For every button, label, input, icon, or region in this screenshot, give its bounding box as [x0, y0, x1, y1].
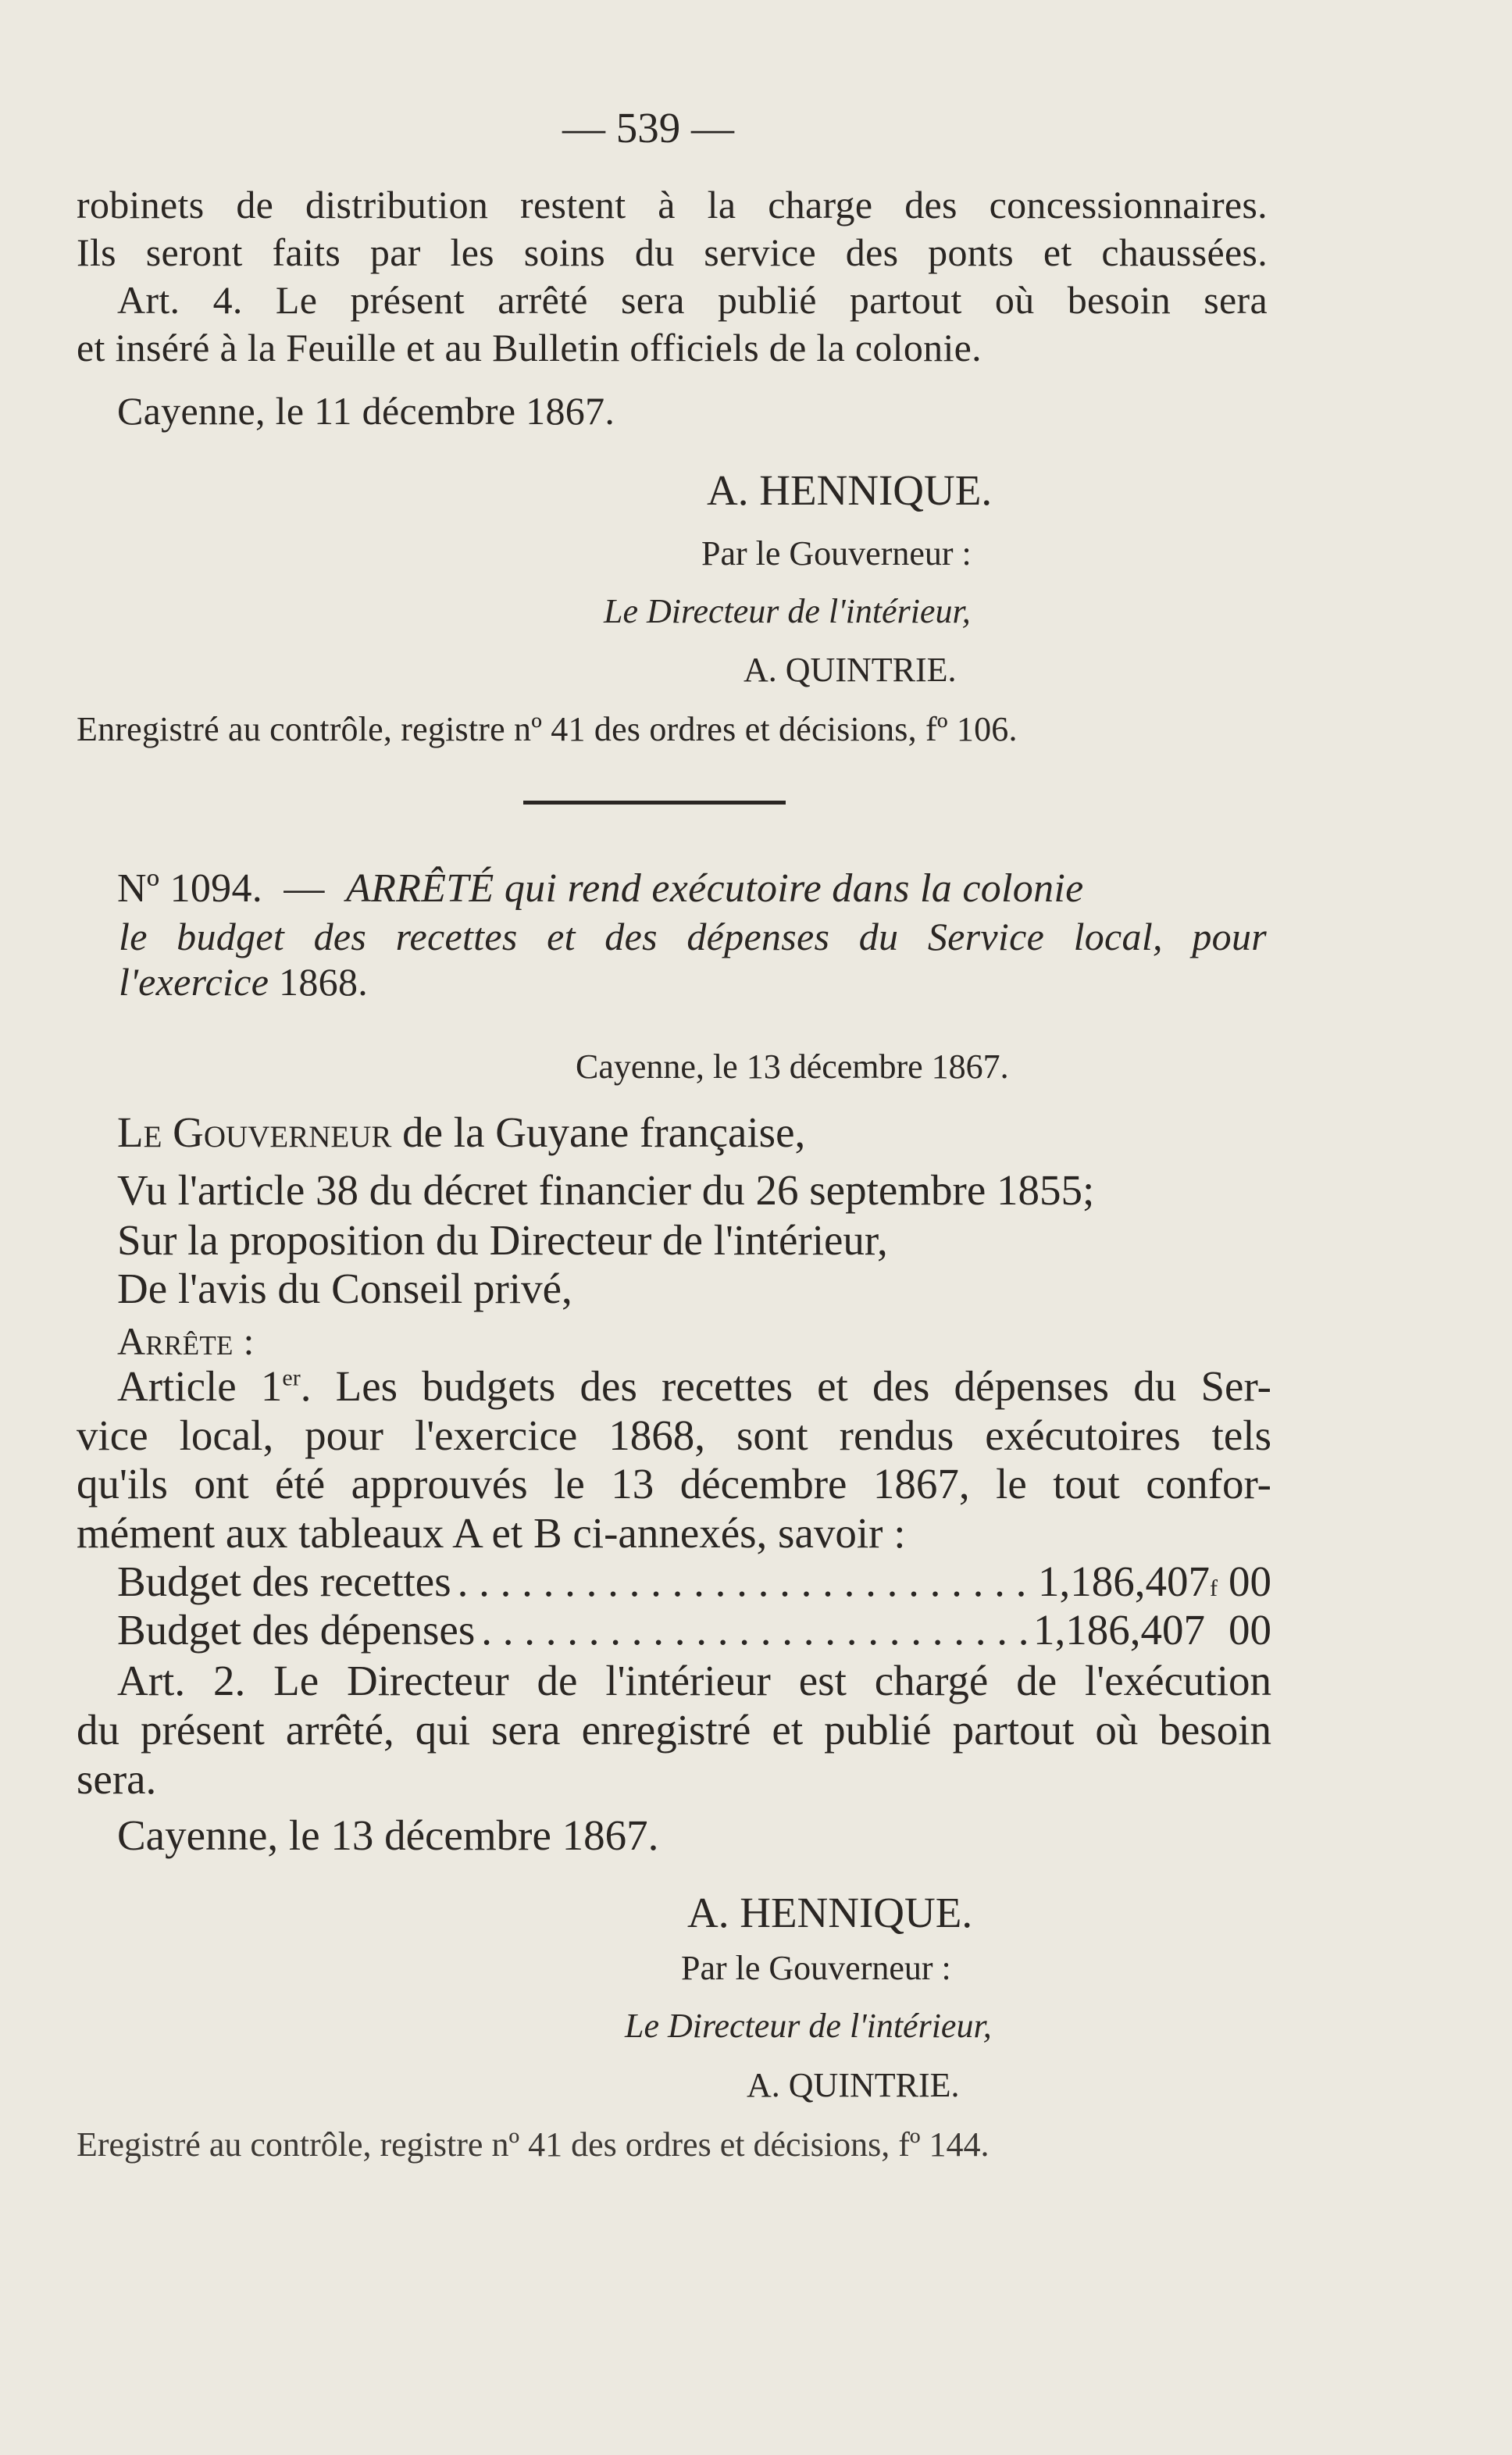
gouverneur-rest: de la Guyane française, [402, 1108, 806, 1156]
arrete-title-year: 1868. [279, 960, 369, 1004]
arrete-number: Nº 1094. [117, 866, 263, 911]
gouverneur-line [117, 1108, 805, 1157]
gouverneur-label: Le Gouverneur [117, 1108, 392, 1156]
par-le-gouverneur: Par le Gouverneur : [701, 534, 972, 573]
divider-rule [523, 801, 786, 805]
article-2-line-1: Art. 2. Le Directeur de l'intérieur est chargé de l'exécution [117, 1657, 1271, 1704]
vu-line: Vu l'article 38 du décret financier du 26 septembre 1855; [117, 1166, 1095, 1214]
budget-label: Budget des recettes [117, 1558, 451, 1605]
budget-cents: 00 [1228, 1606, 1271, 1654]
directeur-line: Le Directeur de l'intérieur, [604, 592, 971, 630]
quintrie-line: A. QUINTRIE. [744, 651, 957, 689]
article-1-line-4: mément aux tableaux A et B ci-annexés, savoir : [77, 1509, 906, 1557]
arrete-date: Cayenne, le 13 décembre 1867. [576, 1047, 1009, 1086]
article-1-label: Article 1 [117, 1362, 283, 1410]
text-line: robinets de distribution restent à la charge des concessionnaires. [77, 183, 1268, 227]
arrete-title-line-2: le budget des recettes et des dépenses du Service local, pour [119, 915, 1267, 958]
budget-row-recettes [117, 1557, 1271, 1606]
arrete-title-italic: l'exercice [119, 960, 269, 1004]
sur-line: Sur la proposition du Directeur de l'intérieur, [117, 1216, 888, 1264]
avis-line: De l'avis du Conseil privé, [117, 1265, 572, 1312]
arrete-title-line-3 [119, 959, 368, 1004]
par-le-gouverneur: Par le Gouverneur : [681, 1949, 951, 1987]
budget-value: 1,186,407 [1033, 1606, 1205, 1654]
text-line: et inséré à la Feuille et au Bulletin officiels de la colonie. [77, 326, 982, 369]
article-1-text: . Les budgets des recettes et des dépenses du Ser- [300, 1362, 1271, 1410]
article-2-line-2: du présent arrêté, qui sera enregistré et publié partout où besoin [77, 1706, 1271, 1754]
budget-row-depenses [117, 1605, 1271, 1654]
signature: A. HENNIQUE. [707, 466, 993, 514]
budget-value: 1,186,407 [1038, 1558, 1210, 1605]
arrete-title: ARRÊTÉ qui rend exécutoire dans la colonie [346, 866, 1084, 911]
dot-leader [481, 1605, 1027, 1654]
quintrie-line: A. QUINTRIE. [747, 2066, 960, 2104]
budget-unit: f [1210, 1575, 1218, 1601]
text-line: Ils seront faits par les soins du service des ponts et chaussées. [77, 230, 1268, 274]
date-line: Cayenne, le 11 décembre 1867. [117, 389, 615, 433]
arrete-heading [117, 865, 1084, 912]
article-1-line-3: qu'ils ont été approuvés le 13 décembre 1867, le tout confor- [77, 1460, 1271, 1508]
article-1-sup: er [282, 1365, 301, 1391]
budget-label: Budget des dépenses [117, 1606, 476, 1654]
page-number: — 539 — [562, 104, 734, 152]
directeur-line: Le Directeur de l'intérieur, [625, 2007, 992, 2045]
budget-cents: 00 [1228, 1558, 1271, 1605]
arrete-dash: — [284, 866, 325, 911]
article-2-line-3: sera. [77, 1755, 157, 1803]
enregistre-line: Eregistré au contrôle, registre nº 41 des ordres et décisions, fº 144. [77, 2125, 990, 2164]
dot-leader [458, 1557, 1032, 1606]
enregistre-line: Enregistré au contrôle, registre nº 41 des ordres et décisions, fº 106. [77, 710, 1018, 748]
date-line: Cayenne, le 13 décembre 1867. [117, 1811, 659, 1859]
arrete-label: Arrête : [117, 1319, 255, 1363]
article-1-line-1 [117, 1361, 1271, 1411]
text-line: Art. 4. Le présent arrêté sera publié partout où besoin sera [117, 278, 1268, 322]
article-1-line-2: vice local, pour l'exercice 1868, sont rendus exécutoires tels [77, 1411, 1271, 1459]
signature: A. HENNIQUE. [687, 1889, 973, 1936]
